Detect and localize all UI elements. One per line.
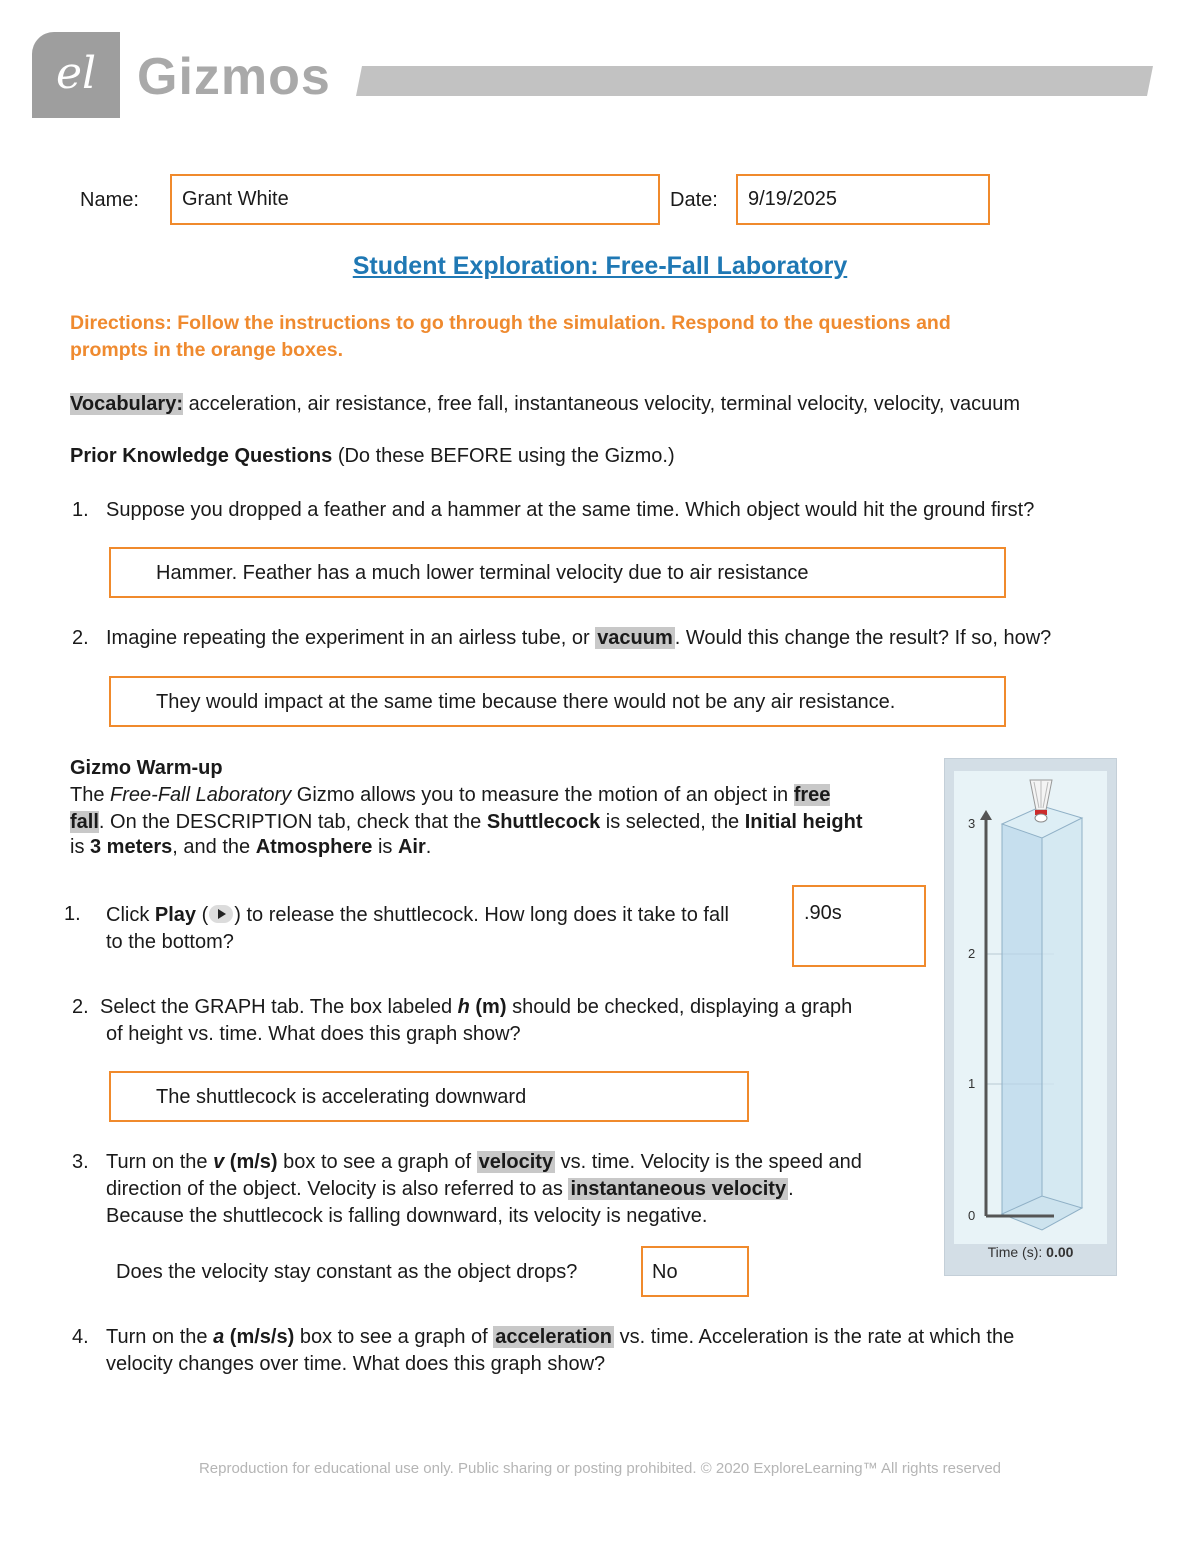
wu-q3-line-3: Because the shuttlecock is falling downward, its velocity is negative. xyxy=(106,1205,708,1227)
tube-side xyxy=(1042,818,1082,1216)
axis-tick-3: 3 xyxy=(968,816,976,831)
pk-q2-number: 2. xyxy=(72,627,89,649)
time-label: Time (s): xyxy=(987,1244,1043,1260)
axis-tick-1: 1 xyxy=(968,1076,976,1091)
pk-q1-text: Suppose you dropped a feather and a hammer at the same time. Which object would hit the ground first? xyxy=(106,499,1035,521)
date-label: Date: xyxy=(670,189,718,211)
wu-q4-line-2: velocity changes over time. What does this graph show? xyxy=(106,1353,606,1375)
pk-q2-text-a: Imagine repeating the experiment in an airless tube, or xyxy=(106,627,590,649)
warmup-heading: Gizmo Warm-up xyxy=(70,757,223,779)
name-value: Grant White xyxy=(182,188,289,210)
wu-q1-answer: .90s xyxy=(804,902,842,924)
wu-q2-line-1: Select the GRAPH tab. The box labeled h (m) should be checked, displaying a graph xyxy=(100,996,853,1018)
date-field[interactable] xyxy=(736,174,990,225)
vocabulary-label: Vocabulary: xyxy=(70,393,183,415)
wu-q4-number: 4. xyxy=(72,1326,89,1348)
wu-q2-answer: The shuttlecock is accelerating downward xyxy=(156,1086,527,1108)
warmup-paragraph-line-2: fall. On the DESCRIPTION tab, check that the Shuttlecock is selected, the Initial height xyxy=(70,811,863,833)
prior-knowledge-heading: Prior Knowledge Questions xyxy=(70,445,333,467)
axis-tick-2: 2 xyxy=(968,946,976,961)
wu-q2-line-2: of height vs. time. What does this graph show? xyxy=(106,1023,521,1045)
brand-name: Gizmos xyxy=(137,48,331,106)
name-label: Name: xyxy=(80,189,139,211)
vocabulary-line xyxy=(70,391,1020,418)
vocabulary-terms: acceleration, air resistance, free fall, instantaneous velocity, terminal velocity, velocity, vacuum xyxy=(188,393,1021,415)
wu-q3-answer: No xyxy=(652,1261,678,1283)
pk-q2-vacuum-term: vacuum xyxy=(597,627,673,649)
pk-q1-number: 1. xyxy=(72,499,89,521)
prior-knowledge-note: (Do these BEFORE using the Gizmo.) xyxy=(337,445,675,467)
directions-line-1: Directions: Follow the instructions to go through the simulation. Respond to the questions and xyxy=(70,312,951,334)
warmup-paragraph-line-3: is 3 meters, and the Atmosphere is Air. xyxy=(70,836,432,858)
pk-q2-text-b: . Would this change the result? If so, how? xyxy=(674,627,1052,649)
page-title: Student Exploration: Free-Fall Laboratory xyxy=(352,252,848,280)
date-value: 9/19/2025 xyxy=(748,188,837,210)
wu-q4-line-1: Turn on the a (m/s/s) box to see a graph of acceleration vs. time. Acceleration is the rate at which the xyxy=(106,1326,1015,1348)
axis-arrow-icon xyxy=(980,810,992,820)
tube-front xyxy=(1002,824,1042,1216)
wu-q2-number: 2. xyxy=(72,996,89,1018)
time-readout xyxy=(944,1244,1117,1260)
pk-q2-text xyxy=(106,625,1051,652)
pk-q2-answer-box[interactable] xyxy=(109,676,1006,727)
explorelearning-logo-icon: el xyxy=(55,48,97,99)
wu-q1-answer-box[interactable] xyxy=(792,885,926,967)
prior-knowledge-heading-line xyxy=(70,443,675,470)
pk-q1-answer: Hammer. Feather has a much lower terminal velocity due to air resistance xyxy=(156,562,809,584)
header-bar xyxy=(356,66,1153,96)
wu-q3-number: 3. xyxy=(72,1151,89,1173)
pk-q2-answer: They would impact at the same time because there would not be any air resistance. xyxy=(156,691,896,713)
wu-q3-sub-question: Does the velocity stay constant as the object drops? xyxy=(116,1261,578,1283)
wu-q3-answer-box[interactable] xyxy=(641,1246,749,1297)
axis-tick-0: 0 xyxy=(968,1208,976,1223)
wu-q1-line-1: Click Play ( ) to release the shuttlecock. How long does it take to fall xyxy=(106,904,729,926)
directions-line-2: prompts in the orange boxes. xyxy=(70,339,344,361)
wu-q2-answer-box[interactable] xyxy=(109,1071,749,1122)
wu-q3-line-2: direction of the object. Velocity is also referred to as instantaneous velocity . xyxy=(106,1178,794,1200)
wu-q1-line-2: to the bottom? xyxy=(106,931,234,953)
name-field[interactable] xyxy=(170,174,660,225)
wu-q3-line-1: Turn on the v (m/s) box to see a graph of velocity vs. time. Velocity is the speed and xyxy=(106,1151,862,1173)
warmup-paragraph-line-1: The Free-Fall Laboratory Gizmo allows you to measure the motion of an object in free xyxy=(70,784,831,806)
footer-copyright: Reproduction for educational use only. Public sharing or posting prohibited. © 2020 ExploreLearning™ All rights reserved xyxy=(198,1460,1002,1477)
free-fall-tube-diagram xyxy=(944,758,1117,1276)
pk-q1-answer-box[interactable] xyxy=(109,547,1006,598)
wu-q1-number: 1. xyxy=(64,903,81,925)
time-value: 0.00 xyxy=(1046,1244,1074,1260)
play-icon xyxy=(209,905,233,923)
